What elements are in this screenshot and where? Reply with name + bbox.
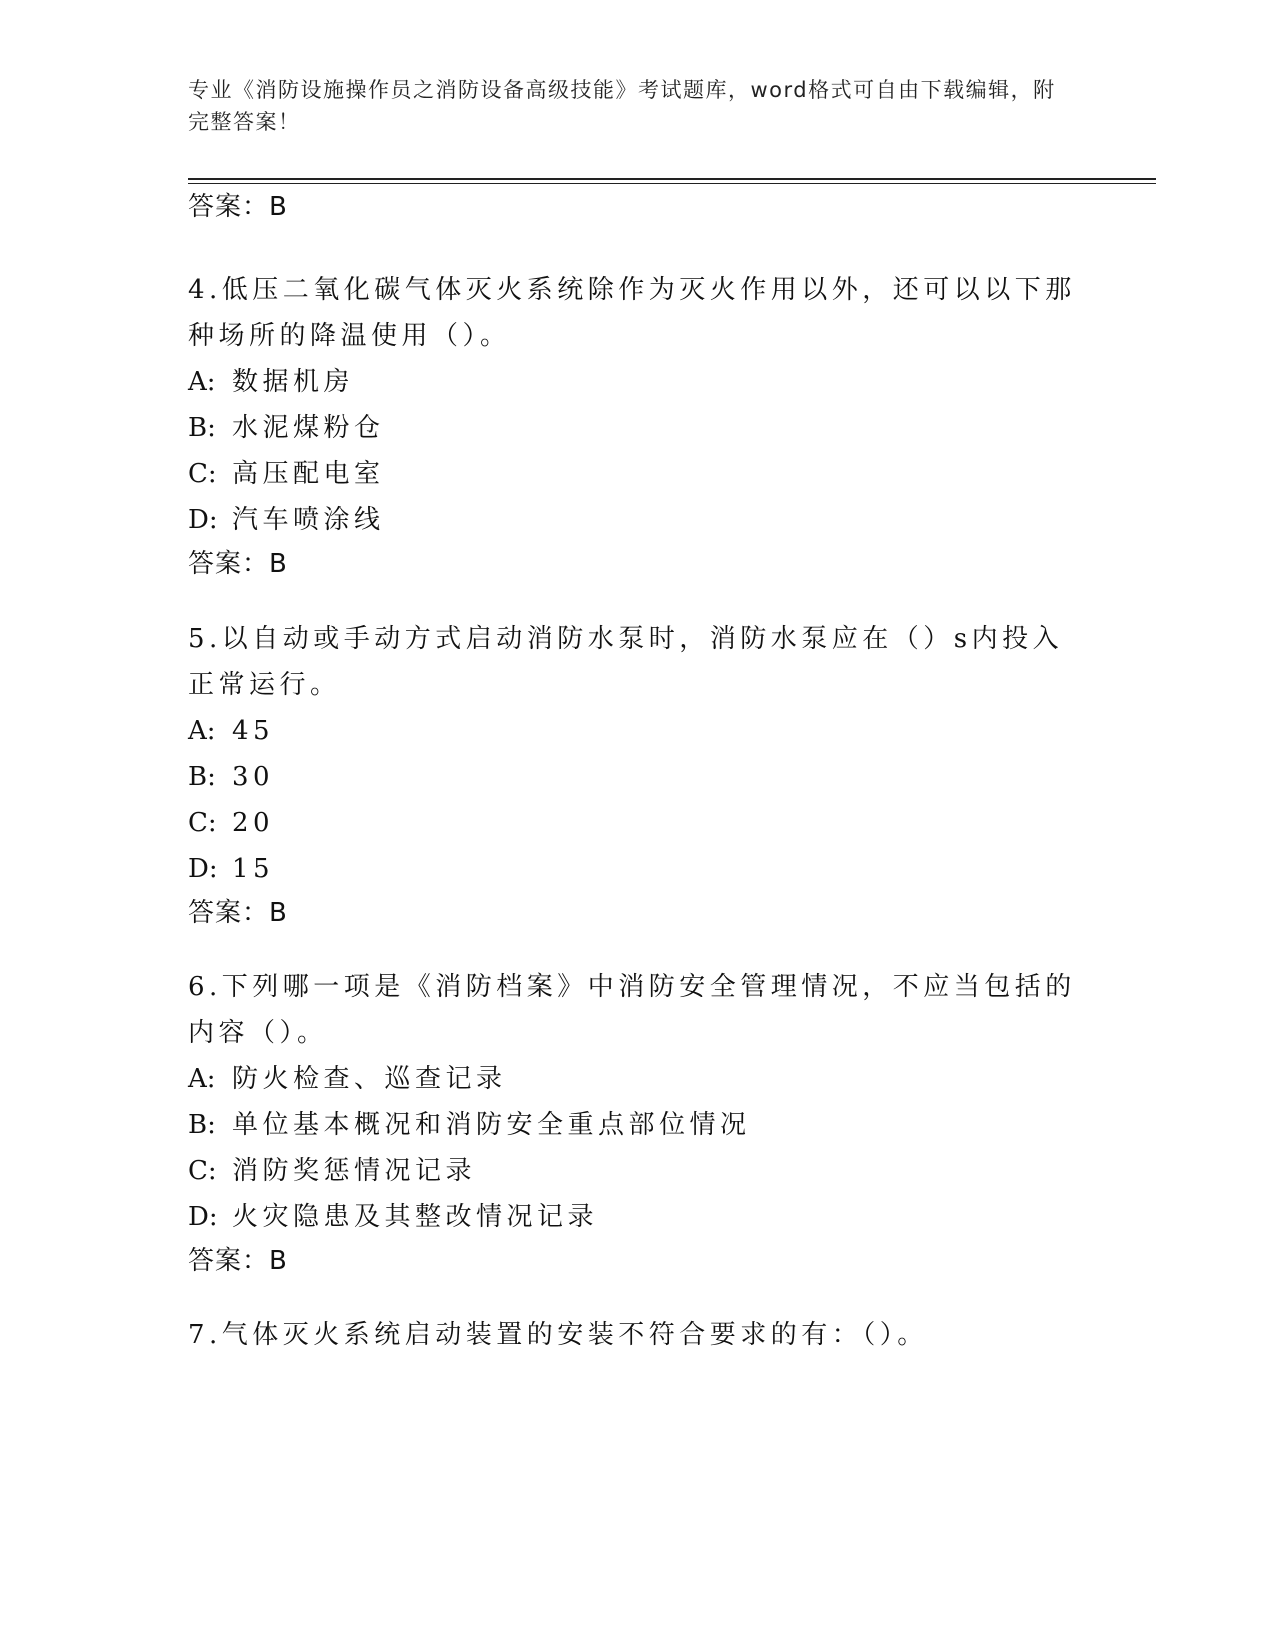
question-text: 7.气体灭火系统启动装置的安装不符合要求的有：（）。 xyxy=(188,1320,928,1350)
option-b xyxy=(188,1102,1168,1148)
answer-line xyxy=(188,1244,1168,1278)
answer-line xyxy=(188,547,1168,581)
option-key: C: xyxy=(188,459,217,489)
answer-label: 答案： xyxy=(188,192,270,222)
answer-line xyxy=(188,190,287,224)
question-text: 4.低压二氧化碳气体灭火系统除作为灭火作用以外，还可以以下那种场所的降温使用（）。 xyxy=(188,275,1076,351)
header-divider xyxy=(188,178,1156,180)
option-text: 水泥煤粉仓 xyxy=(232,413,385,443)
question-7 xyxy=(188,1312,1168,1358)
answer-value: B xyxy=(269,898,287,928)
option-key: C: xyxy=(188,1156,217,1186)
option-key: A: xyxy=(188,367,216,397)
option-c xyxy=(188,1148,1168,1194)
option-text: 15 xyxy=(232,854,275,884)
option-a xyxy=(188,1056,1168,1102)
option-c xyxy=(188,451,1168,497)
answer-line xyxy=(188,896,1168,930)
answer-label: 答案： xyxy=(188,1246,270,1276)
option-a xyxy=(188,359,1168,405)
option-key: C: xyxy=(188,808,217,838)
document-header: 专业《消防设施操作员之消防设备高级技能》考试题库，word格式可自由下载编辑，附完整答案！ xyxy=(188,78,1056,134)
question-6 xyxy=(188,964,1168,1278)
answer-value: B xyxy=(269,192,287,222)
option-key: D: xyxy=(188,1202,218,1232)
question-text: 6.下列哪一项是《消防档案》中消防安全管理情况，不应当包括的内容（）。 xyxy=(188,972,1076,1048)
option-key: A: xyxy=(188,1064,216,1094)
option-text: 高压配电室 xyxy=(232,459,385,489)
option-b xyxy=(188,405,1168,451)
option-text: 30 xyxy=(232,762,275,792)
header-divider-thin xyxy=(188,183,1156,184)
option-text: 20 xyxy=(232,808,275,838)
option-text: 单位基本概况和消防安全重点部位情况 xyxy=(232,1110,751,1140)
option-text: 火灾隐患及其整改情况记录 xyxy=(232,1202,599,1232)
option-d xyxy=(188,1194,1168,1240)
option-text: 45 xyxy=(232,716,275,746)
option-text: 防火检查、巡查记录 xyxy=(232,1064,507,1094)
option-key: A: xyxy=(188,716,216,746)
answer-label: 答案： xyxy=(188,549,270,579)
question-5 xyxy=(188,616,1168,930)
option-text: 消防奖惩情况记录 xyxy=(232,1156,477,1186)
option-a xyxy=(188,708,1168,754)
option-key: B: xyxy=(188,413,216,443)
option-text: 汽车喷涂线 xyxy=(232,505,385,535)
answer-value: B xyxy=(269,1246,287,1276)
question-text: 5.以自动或手动方式启动消防水泵时，消防水泵应在（）s内投入正常运行。 xyxy=(188,624,1064,700)
option-d xyxy=(188,497,1168,543)
option-key: D: xyxy=(188,854,218,884)
option-b xyxy=(188,754,1168,800)
option-c xyxy=(188,800,1168,846)
question-4 xyxy=(188,267,1168,581)
answer-value: B xyxy=(269,549,287,579)
option-d xyxy=(188,846,1168,892)
option-key: D: xyxy=(188,505,218,535)
option-key: B: xyxy=(188,762,216,792)
option-key: B: xyxy=(188,1110,216,1140)
option-text: 数据机房 xyxy=(232,367,355,397)
answer-label: 答案： xyxy=(188,898,270,928)
